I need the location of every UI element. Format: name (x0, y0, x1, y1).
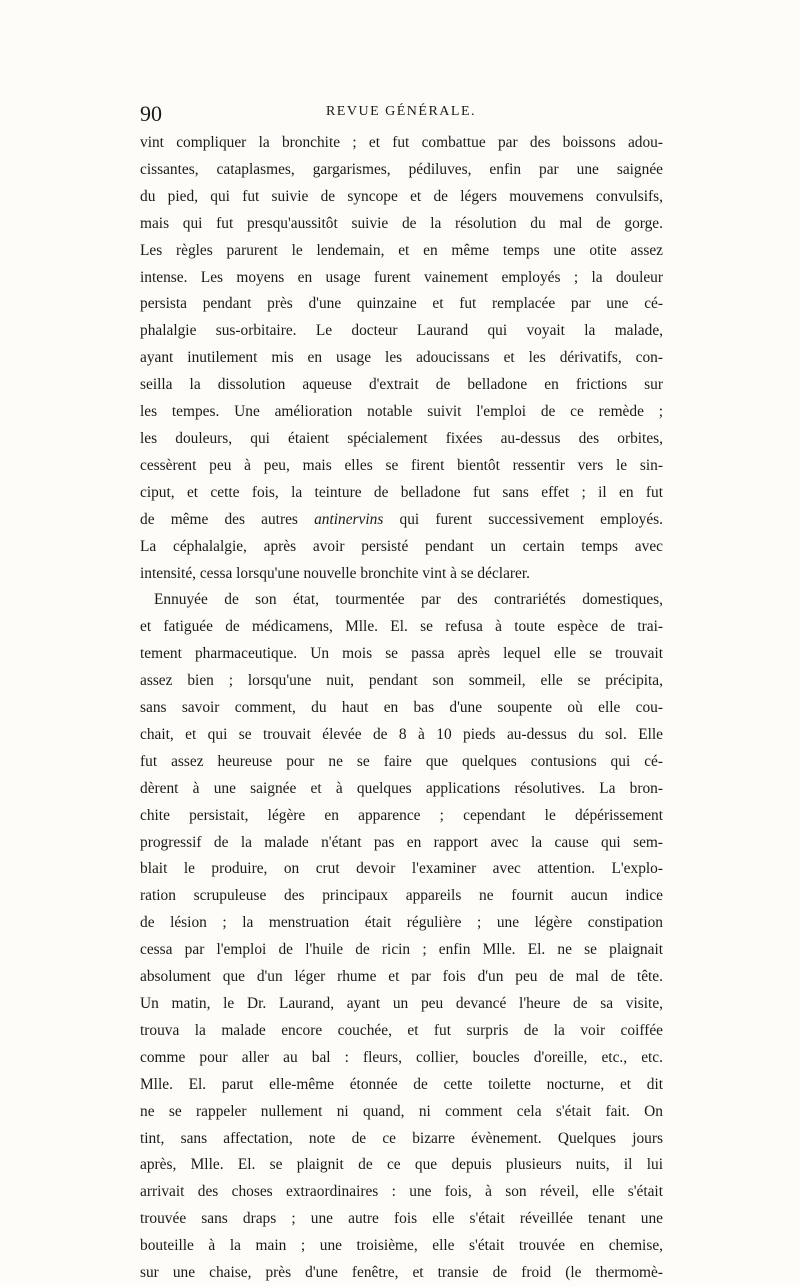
text-line: vint compliquer la bronchite ; et fut combattue par des boissons adou- (140, 134, 663, 151)
text-line: arrivait des choses extraordinaires : une fois, à son réveil, elle s'était (140, 1183, 663, 1201)
text-line: assez bien ; lorsqu'une nuit, pendant son sommeil, elle se précipita, (140, 672, 663, 690)
text-line: du pied, qui fut suivie de syncope et de légers mouvemens convulsifs, (140, 187, 663, 205)
text-line: seilla la dissolution aqueuse d'extrait de belladone en frictions sur (140, 376, 663, 394)
text-line: les douleurs, qui étaient spécialement fixées au-dessus des orbites, (140, 429, 663, 447)
body-text (140, 130, 663, 1287)
text-line-italic (140, 507, 663, 534)
text-line: ayant inutilement mis en usage les adoucissans et les dérivatifs, con- (140, 349, 663, 367)
text-line: Mlle. El. parut elle-même étonnée de cette toilette nocturne, et dit (140, 1075, 663, 1093)
text-line: ciput, et cette fois, la teinture de belladone fut sans effet ; il en fut (140, 483, 663, 501)
text-line: progressif de la malade n'étant pas en rapport avec la cause qui sem- (140, 833, 663, 851)
text-line: comme pour aller au bal : fleurs, collier, boucles d'oreille, etc., etc. (140, 1048, 663, 1066)
text-line: et fatiguée de médicamens, Mlle. El. se refusa à toute espèce de trai- (140, 618, 663, 636)
text-line: cissantes, cataplasmes, gargarismes, pédiluves, enfin par une saignée (140, 160, 663, 178)
text-line: intensité, cessa lorsqu'une nouvelle bronchite vint à se déclarer. (140, 564, 530, 582)
paragraph-1 (140, 130, 663, 587)
text-line: Ennuyée de son état, tourmentée par des contrariétés domestiques, (154, 591, 663, 609)
page-number: 90 (140, 101, 162, 126)
text-line: sur une chaise, près d'une fenêtre, et transie de froid (le thermomè- (140, 1264, 663, 1282)
text-line: intense. Les moyens en usage furent vainement employés ; la douleur (140, 268, 663, 286)
text-line: bouteille à la main ; une troisième, elle s'était trouvée en chemise, (140, 1237, 663, 1255)
text-line: après, Mlle. El. se plaignit de ce que depuis plusieurs nuits, il lui (140, 1156, 663, 1174)
text-line: ne se rappeler nullement ni quand, ni comment cela s'était fait. On (140, 1102, 663, 1120)
text-line: absolument que d'un léger rhume et par fois d'un peu de mal de tête. (140, 968, 663, 986)
running-head: REVUE GÉNÉRALE. (325, 104, 477, 119)
text-line: trouvée sans draps ; une autre fois elle s'était réveillée tenant une (140, 1210, 663, 1228)
text-line: phalalgie sus-orbitaire. Le docteur Laurand qui voyait la malade, (140, 322, 663, 340)
text-line: tint, sans affectation, note de ce bizarre évènement. Quelques jours (140, 1129, 663, 1147)
text-line: ration scrupuleuse des principaux appareils ne fournit aucun indice (140, 887, 663, 905)
text-line: dèrent à une saignée et à quelques applications résolutives. La bron- (140, 779, 663, 797)
text-line: sans savoir comment, du haut en bas d'une soupente où elle cou- (140, 699, 663, 717)
text-line: les tempes. Une amélioration notable suivit l'emploi de ce remède ; (140, 403, 663, 421)
text-line: cessèrent peu à peu, mais elles se firent bientôt ressentir vers le sin- (140, 456, 663, 474)
text-line: blait le produire, on crut devoir l'examiner avec attention. L'explo- (140, 860, 663, 878)
text-line: chait, et qui se trouvait élevée de 8 à 10 pieds au-dessus du sol. Elle (140, 725, 663, 743)
text-line: chite persistait, légère en apparence ; cependant le dépérissement (140, 806, 663, 824)
paragraph-2 (140, 587, 663, 1287)
italic-term: antinervins (314, 510, 384, 528)
text-line: persista pendant près d'une quinzaine et fut remplacée par une cé- (140, 295, 663, 313)
text-line: cessa par l'emploi de l'huile de ricin ; enfin Mlle. El. ne se plaignait (140, 941, 663, 959)
text-line: de lésion ; la menstruation était régulière ; une légère constipation (140, 914, 663, 932)
page-header (140, 100, 662, 130)
text-line: Un matin, le Dr. Laurand, ayant un peu devancé l'heure de sa visite, (140, 995, 663, 1012)
text-line: tement pharmaceutique. Un mois se passa après lequel elle se trouvait (140, 645, 663, 663)
text-segment: de même des autres (140, 510, 315, 528)
text-line: Les règles parurent le lendemain, et en même temps une otite assez (140, 241, 663, 259)
text-line: trouva la malade encore couchée, et fut surpris de la voir coiffée (140, 1021, 663, 1039)
text-line: mais qui fut presqu'aussitôt suivie de la résolution du mal de gorge. (140, 214, 663, 232)
text-line: La céphalalgie, après avoir persisté pendant un certain temps avec (140, 537, 663, 555)
text-segment: qui furent successivement employés. (383, 510, 663, 528)
text-line: fut assez heureuse pour ne se faire que quelques contusions qui cé- (140, 752, 663, 770)
